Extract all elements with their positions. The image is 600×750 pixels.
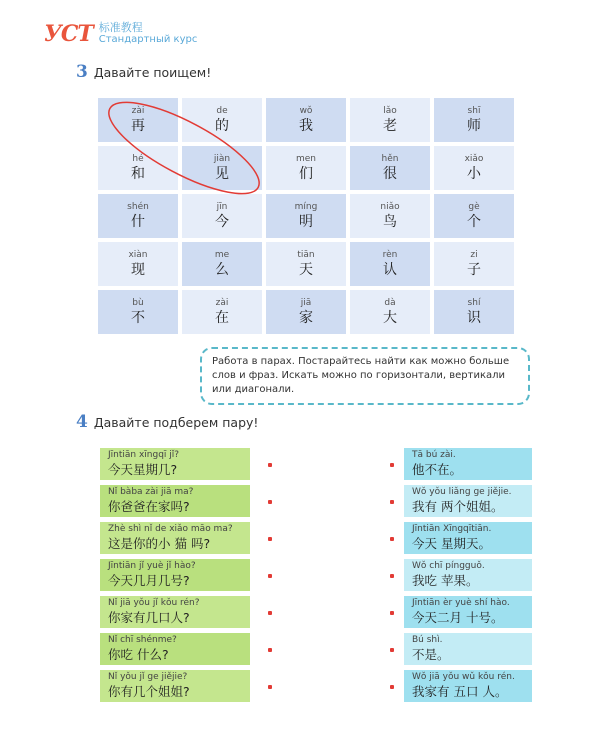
match-dot-left[interactable]: [268, 574, 272, 578]
grid-cell[interactable]: [96, 288, 180, 336]
hanzi: 老: [383, 117, 397, 134]
hanzi: 鸟: [383, 213, 397, 230]
question-pinyin: Nǐ bàba zài jiā ma?: [108, 487, 194, 497]
match-dot-left[interactable]: [268, 685, 272, 689]
question-card[interactable]: [100, 559, 250, 591]
instruction-note: Работа в парах. Постарайтесь найти как можно больше слов и фраз. Искать можно по горизонтали, вертикали или диагонали.: [200, 347, 530, 405]
question-pinyin: Zhè shì nǐ de xiǎo māo ma?: [108, 524, 233, 534]
grid-cell[interactable]: [264, 288, 348, 336]
answer-pinyin: Jīntiān èr yuè shí hào.: [412, 598, 510, 608]
section-4-number: 4: [76, 412, 88, 432]
pinyin: hé: [132, 153, 144, 164]
pinyin: míng: [294, 201, 318, 212]
grid-cell[interactable]: [348, 192, 432, 240]
pinyin: gè: [468, 201, 480, 212]
question-pinyin: Nǐ chī shénme?: [108, 635, 177, 645]
section-4-heading: [76, 412, 258, 432]
match-dot-right[interactable]: [390, 537, 394, 541]
match-dot-right[interactable]: [390, 685, 394, 689]
header-ru-title: Стандартный курс: [98, 34, 198, 45]
hanzi: 们: [299, 165, 313, 182]
pinyin: jīn: [216, 201, 228, 212]
logo: УСТ: [44, 21, 93, 47]
grid-cell[interactable]: [264, 240, 348, 288]
question-card[interactable]: [100, 633, 250, 665]
hanzi: 天: [299, 261, 313, 278]
hanzi: 师: [467, 117, 481, 134]
question-hanzi: 你家有几口人?: [108, 610, 190, 625]
grid-cell[interactable]: [432, 192, 516, 240]
match-dot-left[interactable]: [268, 648, 272, 652]
page-header: [44, 22, 197, 46]
question-hanzi: 你爸爸在家吗?: [108, 499, 190, 514]
answer-hanzi: 今天 星期天。: [412, 536, 491, 551]
section-3-number: 3: [76, 62, 88, 82]
hanzi: 今: [215, 213, 229, 230]
section-3-heading: [76, 62, 211, 82]
question-hanzi: 这是你的小 猫 吗?: [108, 536, 211, 551]
pinyin: niǎo: [380, 201, 400, 212]
grid-cell[interactable]: [180, 96, 264, 144]
question-card[interactable]: [100, 448, 250, 480]
pinyin: dà: [384, 297, 396, 308]
grid-cell[interactable]: [432, 288, 516, 336]
answer-hanzi: 今天二月 十号。: [412, 610, 504, 625]
hanzi: 见: [215, 165, 229, 182]
answer-pinyin: Jīntiān Xīngqītiān.: [412, 524, 492, 534]
match-dot-left[interactable]: [268, 611, 272, 615]
grid-cell[interactable]: [180, 192, 264, 240]
answer-pinyin: Bú shì.: [412, 635, 443, 645]
pinyin: hěn: [381, 153, 399, 164]
pinyin: bù: [132, 297, 144, 308]
pinyin: jiàn: [213, 153, 231, 164]
grid-cell[interactable]: [432, 240, 516, 288]
answer-card[interactable]: [404, 559, 532, 591]
pinyin: tiān: [297, 249, 315, 260]
word-search-grid: [96, 96, 516, 336]
hanzi: 认: [383, 261, 397, 278]
section-4-title: Давайте подберем пару!: [93, 414, 259, 430]
answer-hanzi: 我家有 五口 人。: [412, 684, 508, 699]
match-dot-right[interactable]: [390, 574, 394, 578]
grid-cell[interactable]: [264, 144, 348, 192]
hanzi: 和: [131, 165, 145, 182]
answer-card[interactable]: [404, 485, 532, 517]
question-hanzi: 今天星期几?: [108, 462, 178, 477]
pinyin: xiǎo: [464, 153, 484, 164]
grid-cell[interactable]: [264, 192, 348, 240]
question-card[interactable]: [100, 596, 250, 628]
hanzi: 再: [131, 117, 145, 134]
match-dot-left[interactable]: [268, 537, 272, 541]
hanzi: 大: [383, 309, 397, 326]
match-dot-left[interactable]: [268, 500, 272, 504]
match-dot-right[interactable]: [390, 611, 394, 615]
grid-cell[interactable]: [432, 144, 516, 192]
header-cn-title: 标准教程: [98, 21, 143, 34]
answer-pinyin: Tā bú zài.: [412, 450, 456, 460]
match-dot-right[interactable]: [390, 648, 394, 652]
answer-hanzi: 他不在。: [412, 462, 463, 477]
match-dot-right[interactable]: [390, 500, 394, 504]
question-pinyin: Jīntiān xīngqī jǐ?: [108, 450, 180, 460]
pinyin: rèn: [382, 249, 398, 260]
grid-cell[interactable]: [348, 144, 432, 192]
hanzi: 的: [215, 117, 229, 134]
hanzi: 小: [467, 165, 481, 182]
grid-cell[interactable]: [264, 96, 348, 144]
pinyin: wǒ: [299, 105, 313, 116]
pinyin: shí: [467, 297, 481, 308]
question-card[interactable]: [100, 670, 250, 702]
question-pinyin: Jīntiān jǐ yuè jǐ hào?: [108, 561, 196, 571]
hanzi: 么: [215, 261, 229, 278]
answer-pinyin: Wǒ jiā yǒu wǔ kǒu rén.: [412, 672, 515, 682]
grid-cell[interactable]: [96, 96, 180, 144]
question-hanzi: 你有几个姐姐?: [108, 684, 190, 699]
answer-hanzi: 我有 两个姐姐。: [412, 499, 504, 514]
grid-cell[interactable]: [348, 288, 432, 336]
answer-hanzi: 我吃 苹果。: [412, 573, 479, 588]
grid-cell[interactable]: [180, 288, 264, 336]
question-pinyin: Nǐ yǒu jǐ ge jiějie?: [108, 672, 188, 682]
grid-cell[interactable]: [432, 96, 516, 144]
hanzi: 个: [467, 213, 481, 230]
pinyin: me: [214, 249, 230, 260]
question-hanzi: 你吃 什么?: [108, 647, 169, 662]
answer-card[interactable]: [404, 596, 532, 628]
section-3-title: Давайте поищем!: [93, 64, 212, 80]
answer-pinyin: Wǒ chī píngguǒ.: [412, 561, 485, 571]
question-card[interactable]: [100, 522, 250, 554]
grid-cell[interactable]: [96, 240, 180, 288]
grid-cell[interactable]: [348, 96, 432, 144]
question-pinyin: Nǐ jiā yǒu jǐ kǒu rén?: [108, 598, 200, 608]
grid-cell[interactable]: [180, 240, 264, 288]
hanzi: 家: [299, 309, 313, 326]
answer-card[interactable]: [404, 522, 532, 554]
hanzi: 明: [299, 213, 313, 230]
header-text: [99, 22, 198, 46]
pinyin: zi: [470, 249, 478, 260]
pinyin: xiàn: [128, 249, 148, 260]
match-dot-left[interactable]: [268, 463, 272, 467]
answer-pinyin: Wǒ yǒu liǎng ge jiějie.: [412, 487, 512, 497]
answer-card[interactable]: [404, 448, 532, 480]
pinyin: zài: [215, 297, 229, 308]
hanzi: 我: [299, 117, 313, 134]
hanzi: 不: [131, 309, 145, 326]
hanzi: 很: [383, 165, 397, 182]
hanzi: 子: [467, 261, 481, 278]
pinyin: jiā: [300, 297, 312, 308]
pinyin: men: [295, 153, 316, 164]
grid-cell[interactable]: [96, 192, 180, 240]
hanzi: 识: [467, 309, 481, 326]
pinyin: zài: [131, 105, 145, 116]
answer-hanzi: 不是。: [412, 647, 450, 662]
grid-cell[interactable]: [96, 144, 180, 192]
hanzi: 什: [131, 213, 145, 230]
question-card[interactable]: [100, 485, 250, 517]
grid-cell[interactable]: [180, 144, 264, 192]
hanzi: 在: [215, 309, 229, 326]
pinyin: de: [216, 105, 228, 116]
answer-card[interactable]: [404, 633, 532, 665]
answer-card[interactable]: [404, 670, 532, 702]
pinyin: shén: [127, 201, 149, 212]
pinyin: lǎo: [383, 105, 397, 116]
pinyin: shī: [467, 105, 481, 116]
question-hanzi: 今天几月几号?: [108, 573, 190, 588]
match-dot-right[interactable]: [390, 463, 394, 467]
hanzi: 现: [131, 261, 145, 278]
grid-cell[interactable]: [348, 240, 432, 288]
